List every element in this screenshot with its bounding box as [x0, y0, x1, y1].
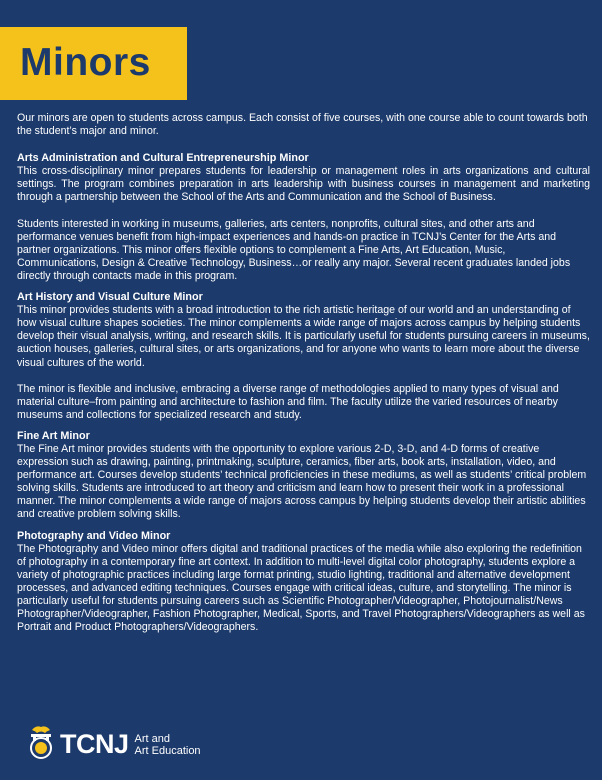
section-title: Arts Administration and Cultural Entrepreneurship Minor — [17, 152, 309, 165]
section-title: Art History and Visual Culture Minor — [17, 291, 203, 304]
section-paragraph: The minor is flexible and inclusive, embracing a diverse range of methodologies applied to many types of visual and material culture–from painting and architecture to fashion and film. The faculty utilize the varied resources of nearby museums and collections for specialized research and study. — [17, 382, 559, 421]
section-paragraph: The Photography and Video minor offers digital and traditional practices of the media while also exploring the redefinition of photography in a contemporary fine art context. In addition to multi-level digital color photography, students explore a variety of photographic practices including large format printing, studio lighting, traditional and alternative development processes, and advanced editing techniques. Courses engage with critical ideas, culture, and storytelling. The minor is particularly useful for students pursuing careers such as Scientific Photographer/Videographer, Photojournalist/News Photographer/Videographer, Fashion Photographer, Medical, Sports, and Travel Photographers/Videographers as well as Portrait and Product Photographers/Videographers. — [17, 542, 585, 634]
main-content — [17, 112, 590, 642]
footer-subtitle-line1: Art and — [134, 733, 170, 745]
section-paragraph: This cross-disciplinary minor prepares students for leadership or management roles in arts organizations and cultural settings. The program combines preparation in arts leadership with business courses in management and marketing through a partnership between the School of the Arts and Communication and the School of Business. — [17, 165, 590, 204]
title-banner — [0, 27, 187, 100]
footer-logo — [28, 722, 201, 762]
section-fine-art — [17, 430, 590, 522]
section-title: Photography and Video Minor — [17, 529, 171, 542]
section-paragraph: Students interested in working in museums, galleries, arts centers, nonprofits, cultural sites, and other arts and performance venues benefit from high-impact experiences and hands-on practice in TCNJ’s Center for the Arts and partner organizations. This minor offers flexible options to complement a Fine Arts, Art Education, Music, Communications, Design & Creative Technology, Business…or really any major. Several recent graduates landed jobs directly through contacts made in this program. — [17, 217, 571, 282]
lion-seal-icon — [28, 724, 54, 760]
section-title: Fine Art Minor — [17, 429, 90, 442]
section-paragraph: This minor provides students with a broad introduction to the rich artistic heritage of our world and an understanding of how visual culture shapes societies. The minor complements a wide range of majors across campus by helping students develop their visual analysis, writing, and research skills. It is particularly useful for students pursuing careers in museums, auction houses, galleries, cultural sites, or arts organizations, and for anyone who wants to learn more about the diverse visual cultures of the world. — [17, 304, 590, 369]
footer-logo-text: TCNJ — [60, 728, 129, 759]
page-title: Minors — [20, 41, 151, 84]
section-art-history — [17, 291, 590, 422]
footer-subtitle-line2: Art Education — [134, 745, 201, 757]
intro-paragraph: Our minors are open to students across campus. Each consist of five courses, with one course able to count towards both the student’s major and minor. — [17, 112, 588, 138]
section-photography-video — [17, 530, 590, 635]
footer-subtitle — [135, 733, 201, 757]
section-arts-administration — [17, 152, 590, 283]
section-paragraph: The Fine Art minor provides students with the opportunity to explore various 2-D, 3-D, and 4-D forms of creative expression such as drawing, painting, printmaking, sculpture, ceramics, fiber arts, book arts, installation, video, and performance art. Courses develop students’ technical proficiencies in these mediums, as well as students’ critical problem solving skills. Students are introduced to art theory and criticism and learn how to present their work in a professional manner. The minor complements a wide range of majors across campus by helping students develop their artistic abilities and creative problem solving skills. — [17, 442, 587, 521]
